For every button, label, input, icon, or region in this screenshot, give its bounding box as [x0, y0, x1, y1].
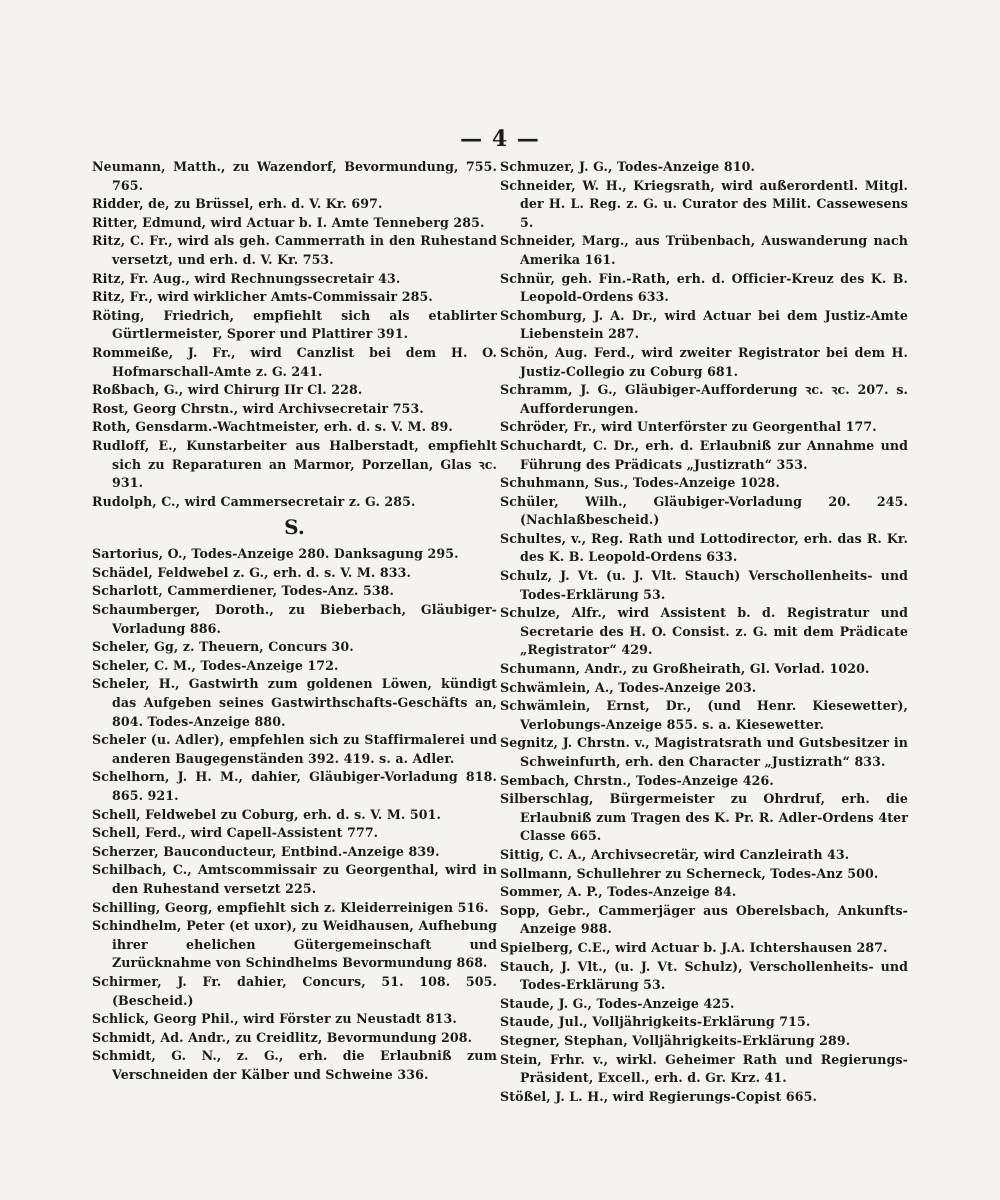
index-entry: Rommeiße, J. Fr., wird Canzlist bei dem H. O. Hofmarschall-Amte z. G. 241.	[92, 344, 497, 379]
index-entry: Schramm, J. G., Gläubiger-Aufforderung ꝛc. ꝛc. 207. s. Aufforderungen.	[500, 382, 908, 416]
index-entry: Rost, Georg Chrstn., wird Archivsecretair 753.	[92, 400, 424, 416]
index-entry: Schwämlein, Ernst, Dr., (und Henr. Kiesewetter), Verlobungs-Anzeige 855. s. a. Kiesewetter.	[500, 698, 908, 732]
index-entry: Segnitz, J. Chrstn. v., Magistratsrath und Gutsbesitzer in Schweinfurth, erh. den Character „Justizrath“ 833.	[500, 735, 908, 769]
index-entry: Spielberg, C.E., wird Actuar b. J.A. Ichtershausen 287.	[500, 939, 888, 955]
index-entry: Schmuzer, J. G., Todes-Anzeige 810.	[500, 159, 755, 174]
index-entry: Neumann, Matth., zu Wazendorf, Bevormundung, 755. 765.	[92, 159, 497, 193]
index-entry: Sembach, Chrstn., Todes-Anzeige 426.	[500, 772, 774, 788]
entries-group-right	[500, 158, 908, 1106]
index-entry: Rudloff, E., Kunstarbeiter aus Halberstadt, empfiehlt sich zu Reparaturen an Marmor, Porzellan, Glas ꝛc. 931.	[92, 437, 497, 491]
index-entry: Staude, Jul., Volljährigkeits-Erklärung 715.	[500, 1014, 811, 1030]
index-entry: Schaumberger, Doroth., zu Bieberbach, Gläubiger-Vorladung 886.	[92, 602, 497, 636]
index-entry: Schilling, Georg, empfiehlt sich z. Kleiderreinigen 516.	[92, 899, 489, 915]
index-entry: Schwämlein, A., Todes-Anzeige 203.	[500, 679, 757, 695]
right-column	[500, 158, 908, 1106]
index-entry: Scherzer, Bauconducteur, Entbind.-Anzeige 839.	[92, 843, 440, 859]
index-entry: Schomburg, J. A. Dr., wird Actuar bei dem Justiz-Amte Liebenstein 287.	[500, 307, 908, 342]
left-column	[92, 158, 497, 1085]
index-entry: Stegner, Stephan, Volljährigkeits-Erklärung 289.	[500, 1032, 851, 1048]
index-entry: Rudolph, C., wird Cammersecretair z. G. 285.	[92, 493, 416, 509]
index-entry: Sartorius, O., Todes-Anzeige 280. Danksagung 295.	[92, 546, 459, 562]
index-entry: Röting, Friedrich, empfiehlt sich als etablirter Gürtlermeister, Sporer und Plattirer 391.	[92, 307, 497, 342]
entries-group-s	[92, 545, 497, 1084]
index-entry: Silberschlag, Bürgermeister zu Ohrdruf, erh. die Erlaubniß zum Tragen des K. Pr. R. Adler-Ordens 4ter Classe 665.	[500, 791, 908, 844]
index-entry: Sommer, A. P., Todes-Anzeige 84.	[500, 884, 737, 900]
index-entry: Schmidt, G. N., z. G., erh. die Erlaubniß zum Verschneiden der Kälber und Schweine 336.	[92, 1048, 497, 1082]
index-entry: Schuchardt, C. Dr., erh. d. Erlaubniß zur Annahme und Führung des Prädicats „Justizrath“ 353.	[500, 437, 908, 472]
index-entry: Roth, Gensdarm.-Wachtmeister, erh. d. s. V. M. 89.	[92, 419, 453, 435]
index-entry: Schön, Aug. Ferd., wird zweiter Registrator bei dem H. Justiz-Collegio zu Coburg 681.	[500, 344, 908, 379]
page-number: — 4 —	[460, 126, 540, 152]
index-entry: Schuhmann, Sus., Todes-Anzeige 1028.	[500, 475, 780, 491]
index-entry: Sittig, C. A., Archivsecretär, wird Canzleirath 43.	[500, 846, 850, 862]
index-entry: Schell, Ferd., wird Capell-Assistent 777.	[92, 825, 379, 841]
section-letter: S.	[284, 515, 305, 540]
entries-group-r	[92, 158, 497, 511]
index-entry: Schulze, Alfr., wird Assistent b. d. Registratur und Secretarie des H. O. Consist. z. G. mit dem Prädicate „Registrator“ 429.	[500, 605, 908, 658]
index-entry: Roßbach, G., wird Chirurg IIr Cl. 228.	[92, 382, 363, 398]
index-entry: Schirmer, J. Fr. dahier, Concurs, 51. 108. 505. (Bescheid.)	[92, 973, 497, 1008]
index-entry: Schumann, Andr., zu Großheirath, Gl. Vorlad. 1020.	[500, 661, 870, 677]
index-entry: Schneider, W. H., Kriegsrath, wird außerordentl. Mitgl. der H. L. Reg. z. G. u. Curator des Milit. Cassewesens 5.	[500, 177, 908, 230]
index-entry: Scharlott, Cammerdiener, Todes-Anz. 538.	[92, 583, 395, 599]
index-entry: Sopp, Gebr., Cammerjäger aus Oberelsbach, Ankunfts-Anzeige 988.	[500, 902, 908, 937]
index-entry: Scheler, Gg, z. Theuern, Concurs 30.	[92, 639, 354, 655]
index-entry: Scheler (u. Adler), empfehlen sich zu Staffirmalerei und anderen Baugegenständen 392. 419. s. a. Adler.	[92, 732, 497, 766]
index-entry: Sollmann, Schullehrer zu Scherneck, Todes-Anz 500.	[500, 865, 879, 881]
index-entry: Staude, J. G., Todes-Anzeige 425.	[500, 995, 735, 1011]
index-entry: Stein, Frhr. v., wirkl. Geheimer Rath und Regierungs-Präsident, Excell., erh. d. Gr. Krz. 41.	[500, 1051, 908, 1086]
index-entry: Schmidt, Ad. Andr., zu Creidlitz, Bevormundung 208.	[92, 1029, 473, 1045]
index-entry: Schulz, J. Vt. (u. J. Vlt. Stauch) Verschollenheits- und Todes-Erklärung 53.	[500, 568, 908, 602]
index-entry: Schnür, geh. Fin.-Rath, erh. d. Officier-Kreuz des K. B. Leopold-Ordens 633.	[500, 270, 908, 305]
index-entry: Ritter, Edmund, wird Actuar b. I. Amte Tenneberg 285.	[92, 214, 485, 230]
index-entry: Scheler, C. M., Todes-Anzeige 172.	[92, 657, 339, 673]
index-entry: Stößel, J. L. H., wird Regierungs-Copist 665.	[500, 1088, 817, 1104]
index-entry: Schindhelm, Peter (et uxor), zu Weidhausen, Aufhebung ihrer ehelichen Gütergemeinschaft und Zurücknahme von Schindhelms Bevormundung 868.	[92, 918, 497, 971]
index-entry: Schelhorn, J. H. M., dahier, Gläubiger-Vorladung 818. 865. 921.	[92, 769, 497, 803]
index-entry: Ritz, C. Fr., wird als geh. Cammerrath in den Ruhestand versetzt, und erh. d. V. Kr. 753.	[92, 233, 497, 267]
index-entry: Schultes, v., Reg. Rath und Lottodirector, erh. das R. Kr. des K. B. Leopold-Ordens 633.	[500, 530, 908, 565]
index-entry: Schneider, Marg., aus Trübenbach, Auswanderung nach Amerika 161.	[500, 233, 908, 267]
index-entry: Schilbach, C., Amtscommissair zu Georgenthal, wird in den Ruhestand versetzt 225.	[92, 862, 497, 896]
index-entry: Scheler, H., Gastwirth zum goldenen Löwen, kündigt das Aufgeben seines Gastwirthschafts-Geschäfts an, 804. Todes-Anzeige 880.	[92, 676, 497, 729]
index-entry: Schröder, Fr., wird Unterförster zu Georgenthal 177.	[500, 419, 877, 435]
index-entry: Stauch, J. Vlt., (u. J. Vt. Schulz), Verschollenheits- und Todes-Erklärung 53.	[500, 958, 908, 993]
index-entry: Ritz, Fr., wird wirklicher Amts-Commissair 285.	[92, 289, 433, 305]
index-entry: Ritz, Fr. Aug., wird Rechnungssecretair 43.	[92, 270, 401, 286]
index-entry: Ridder, de, zu Brüssel, erh. d. V. Kr. 697.	[92, 196, 383, 212]
index-entry: Schlick, Georg Phil., wird Förster zu Neustadt 813.	[92, 1011, 457, 1027]
index-entry: Schüler, Wilh., Gläubiger-Vorladung 20. 245. (Nachlaßbescheid.)	[500, 493, 908, 528]
index-entry: Schädel, Feldwebel z. G., erh. d. s. V. M. 833.	[92, 564, 411, 580]
index-entry: Schell, Feldwebel zu Coburg, erh. d. s. V. M. 501.	[92, 806, 441, 822]
